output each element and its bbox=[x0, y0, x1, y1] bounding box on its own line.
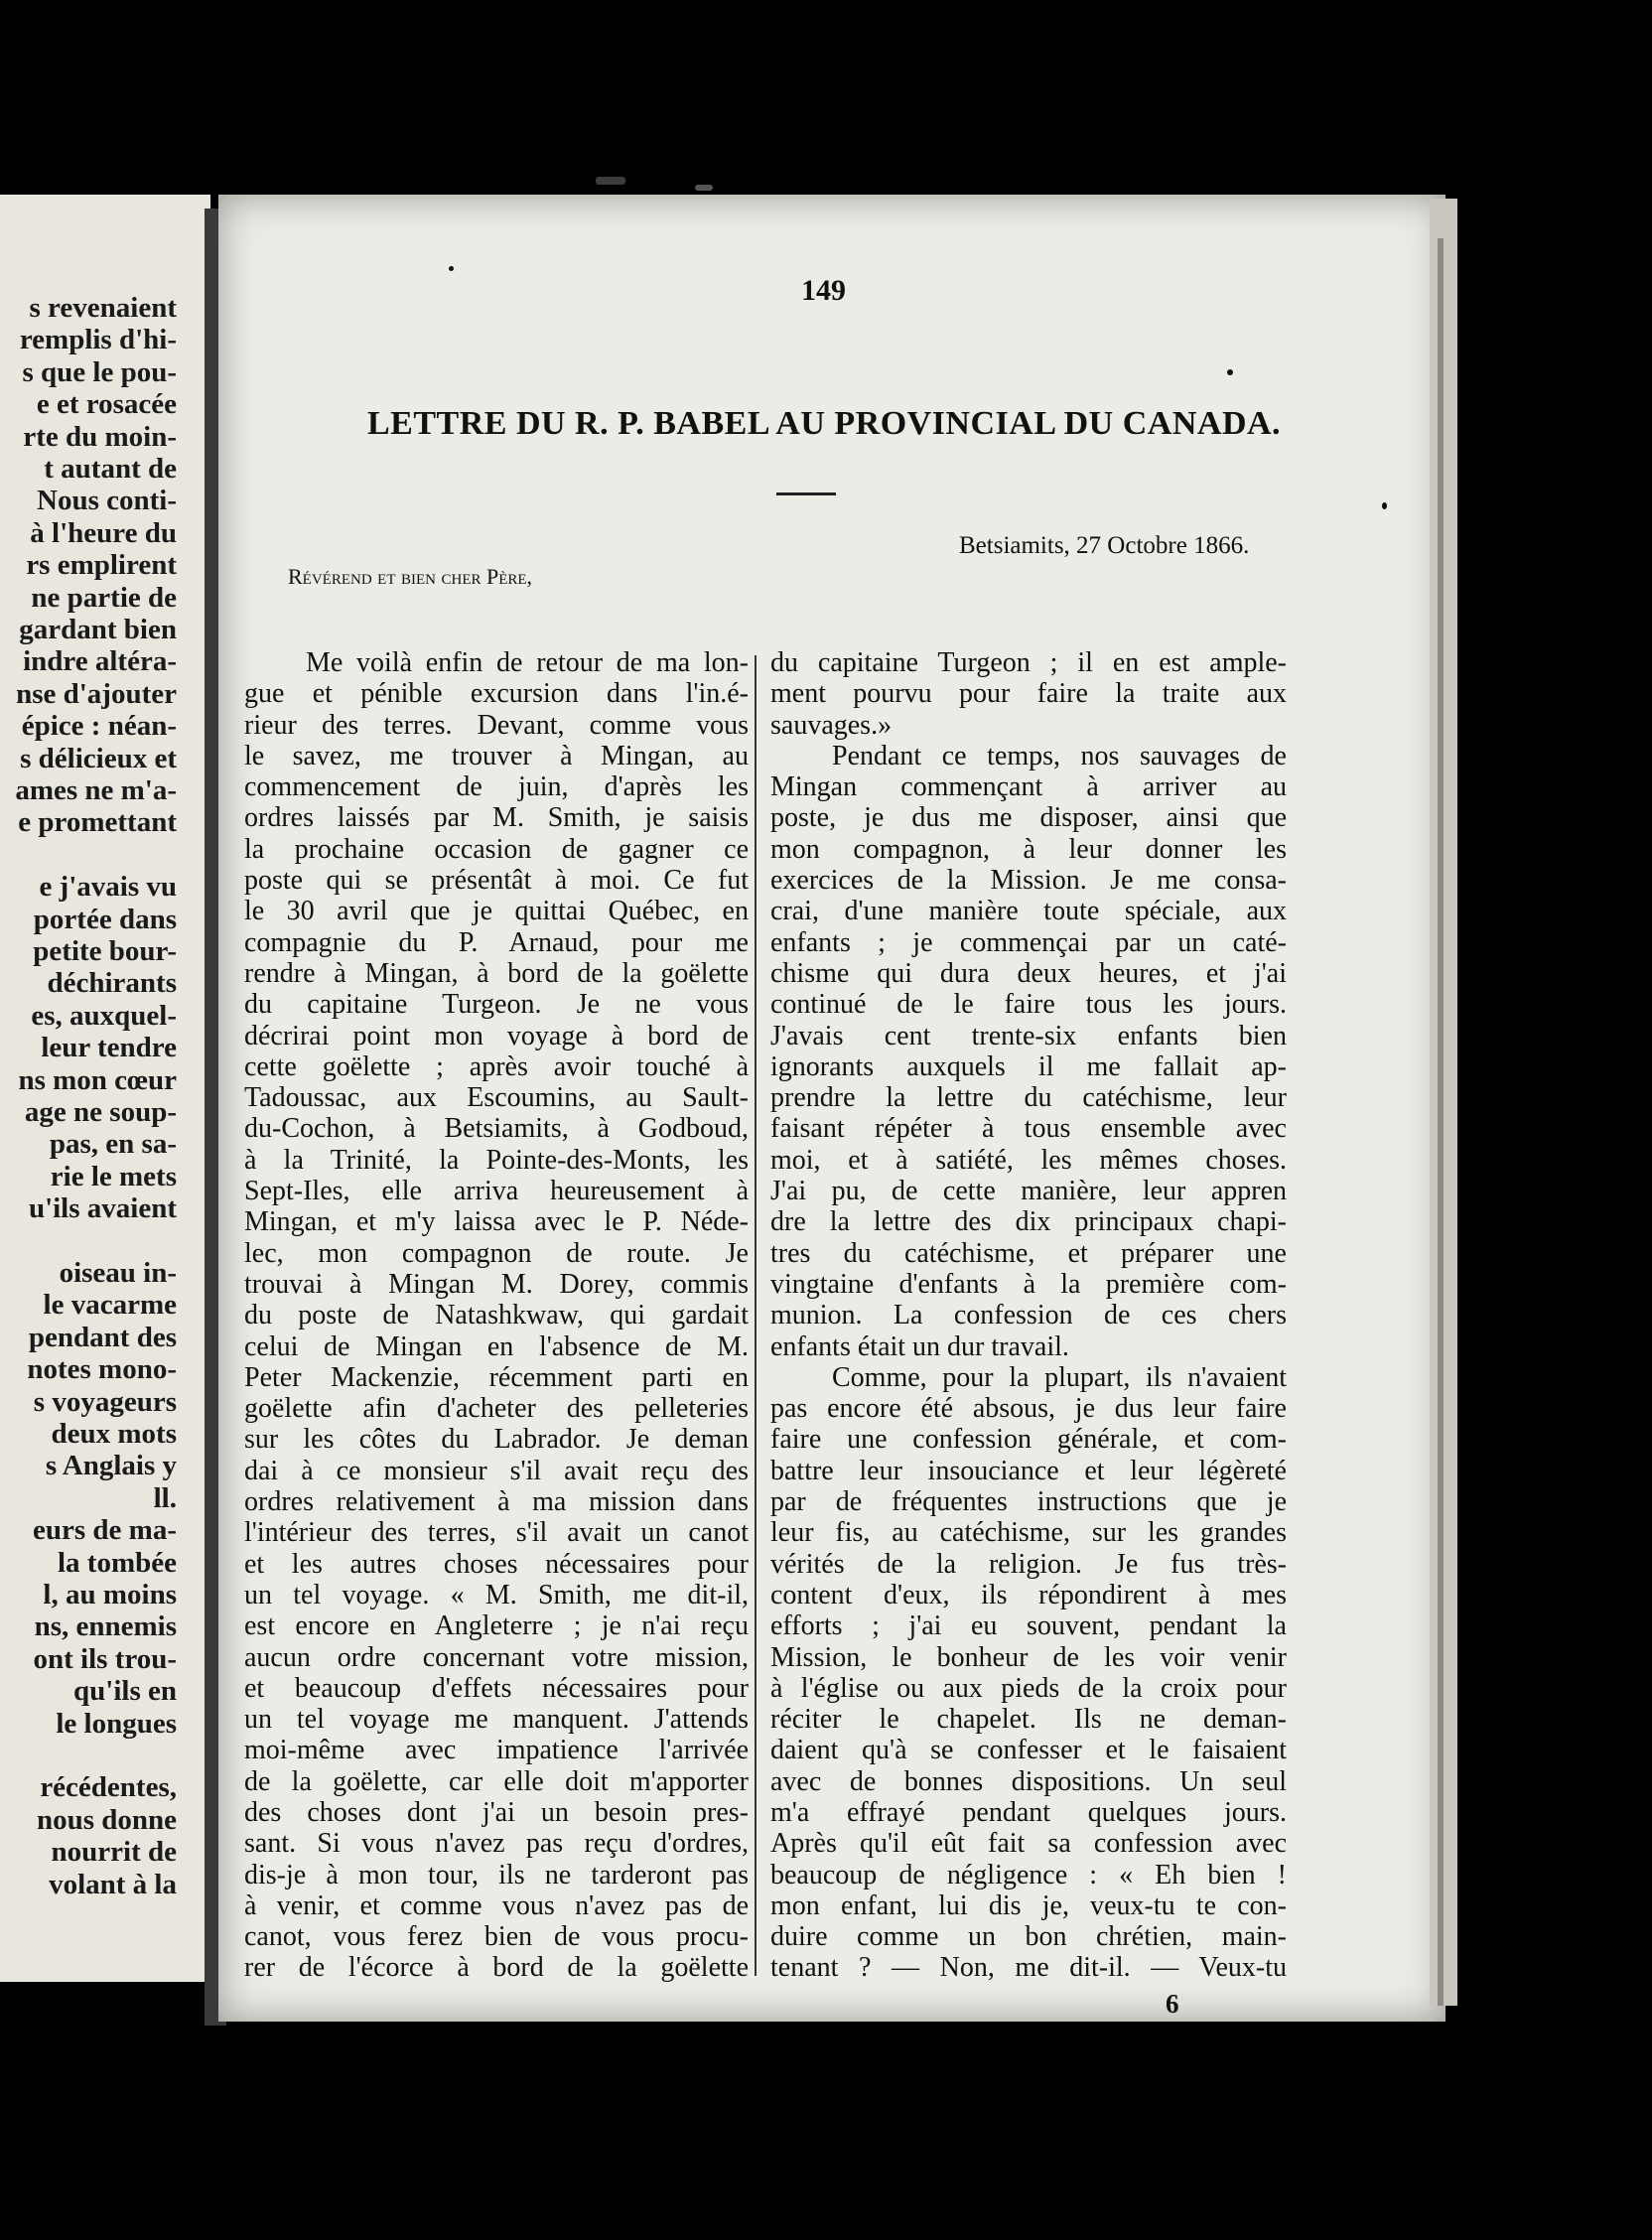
text-line: munion. La confession de ces chers bbox=[770, 1300, 1287, 1331]
print-speck bbox=[1227, 369, 1233, 375]
text-line: compagnie du P. Arnaud, pour me bbox=[244, 926, 749, 958]
text-line: leur fis, au catéchisme, sur les grandes bbox=[770, 1517, 1287, 1549]
text-line: réciter le chapelet. Ils ne deman- bbox=[770, 1704, 1287, 1736]
facing-page-line: le longues bbox=[56, 1707, 177, 1740]
text-line: commencement de juin, d'après les bbox=[244, 771, 749, 803]
text-column-left bbox=[244, 647, 749, 1984]
salutation: Révérend et bien cher Père, bbox=[288, 564, 533, 589]
text-line: enfants ; je commençai par un caté- bbox=[770, 926, 1287, 958]
facing-page-line: leur tendre bbox=[41, 1032, 177, 1064]
text-line: du capitaine Turgeon. Je ne vous bbox=[244, 989, 749, 1021]
facing-page-line: e et rosacée bbox=[36, 388, 177, 421]
text-line: prendre la lettre du catéchisme, leur bbox=[770, 1082, 1287, 1114]
text-line: dai à ce monsieur s'il avait reçu des bbox=[244, 1455, 749, 1486]
facing-page-line: gardant bien bbox=[19, 614, 177, 645]
text-line: aucun ordre concernant votre mission, bbox=[244, 1641, 749, 1673]
text-line: Mingan, et m'y laissa avec le P. Néde- bbox=[244, 1206, 749, 1238]
facing-page-line: Nous conti- bbox=[37, 485, 177, 517]
text-line: lec, mon compagnon de route. Je bbox=[244, 1237, 749, 1269]
text-line: Comme, pour la plupart, ils n'avaient bbox=[832, 1361, 1287, 1393]
facing-page-line: épice : néan- bbox=[21, 710, 177, 743]
facing-page-line: qu'ils en bbox=[73, 1675, 177, 1708]
facing-page-line: notes mono- bbox=[27, 1353, 177, 1386]
facing-page-line: oiseau in- bbox=[59, 1257, 177, 1289]
text-line: sur les côtes du Labrador. Je deman bbox=[244, 1424, 749, 1456]
facing-page-line: récédentes, bbox=[40, 1771, 177, 1804]
text-line: J'ai pu, de cette manière, leur appren bbox=[770, 1176, 1287, 1207]
text-line: cette goëlette ; après avoir touché à bbox=[244, 1050, 749, 1082]
text-line: dis-je à mon tour, ils ne tarderont pas bbox=[244, 1859, 749, 1890]
text-line: et les autres choses nécessaires pour bbox=[244, 1548, 749, 1580]
text-line: beaucoup de négligence : « Eh bien ! bbox=[770, 1859, 1287, 1890]
text-line: sauvages.» bbox=[770, 709, 893, 741]
text-line: poste, je dus me disposer, ainsi que bbox=[770, 802, 1287, 834]
text-line: faire une confession générale, et com- bbox=[770, 1424, 1287, 1456]
text-line: battre leur insouciance et leur légèreté bbox=[770, 1455, 1287, 1486]
text-line: à l'église ou aux pieds de la croix pour bbox=[770, 1672, 1287, 1704]
letter-title: LETTRE DU R. P. BABEL AU PROVINCIAL DU CANADA. bbox=[367, 405, 1282, 442]
text-line: gue et pénible excursion dans l'in.é- bbox=[244, 678, 749, 710]
facing-page-line: e promettant bbox=[18, 806, 177, 839]
text-line: continué de le faire tous les jours. bbox=[770, 989, 1287, 1021]
text-line: l'intérieur des terres, s'il avait un canot bbox=[244, 1517, 749, 1549]
facing-page-line: nous donne bbox=[36, 1803, 177, 1836]
facing-page-line: pas, en sa- bbox=[49, 1128, 177, 1161]
text-line: tenant ? — Non, me dit-il. — Veux-tu bbox=[770, 1952, 1287, 1984]
text-line: duire comme un bon chrétien, main- bbox=[770, 1921, 1287, 1953]
facing-page-line: ames ne m'a- bbox=[15, 774, 177, 806]
facing-page-line: t autant de bbox=[44, 453, 177, 485]
facing-page-line: rie le mets bbox=[50, 1160, 177, 1192]
facing-page-line: volant à la bbox=[49, 1868, 177, 1900]
text-line: dre la lettre des dix principaux chapi- bbox=[770, 1206, 1287, 1238]
text-line: rieur des terres. Devant, comme vous bbox=[244, 709, 749, 741]
text-line: est encore en Angleterre ; je n'ai reçu bbox=[244, 1610, 749, 1642]
text-line: crai, d'une manière toute spéciale, aux bbox=[770, 896, 1287, 927]
facing-page-line: ll. bbox=[153, 1481, 177, 1514]
text-line: ordres laissés par M. Smith, je saisis bbox=[244, 802, 749, 834]
text-line: poste qui se présentât à moi. Ce fut bbox=[244, 865, 749, 897]
facing-page-line: deux mots bbox=[51, 1418, 177, 1450]
facing-page-line: portée dans bbox=[33, 903, 177, 935]
print-speck bbox=[1382, 502, 1387, 509]
text-line: le savez, me trouver à Mingan, au bbox=[244, 740, 749, 771]
text-line: sant. Si vous n'avez pas reçu d'ordres, bbox=[244, 1828, 749, 1860]
facing-page-line: es, auxquel- bbox=[31, 999, 177, 1032]
text-line: efforts ; j'ai eu souvent, pendant la bbox=[770, 1610, 1287, 1642]
text-line: ment pourvu pour faire la traite aux bbox=[770, 678, 1287, 710]
facing-page-line: ns, ennemis bbox=[34, 1610, 177, 1643]
text-line: Tadoussac, aux Escoumins, au Sault- bbox=[244, 1082, 749, 1114]
text-line: Me voilà enfin de retour de ma lon- bbox=[306, 647, 749, 678]
text-column-right bbox=[770, 647, 1287, 1984]
facing-page-line: s voyageurs bbox=[33, 1385, 177, 1418]
text-line: Mission, le bonheur de les voir venir bbox=[770, 1641, 1287, 1673]
text-line: moi-même avec impatience l'arrivée bbox=[244, 1735, 749, 1766]
text-line: de la goëlette, car elle doit m'apporter bbox=[244, 1765, 749, 1797]
text-line: un tel voyage. « M. Smith, me dit-il, bbox=[244, 1579, 749, 1610]
facing-page-line: pendant des bbox=[28, 1321, 177, 1353]
text-line: canot, vous ferez bien de vous procu- bbox=[244, 1921, 749, 1953]
text-line: daient qu'à se confesser et le faisaient bbox=[770, 1735, 1287, 1766]
text-line: et beaucoup d'effets nécessaires pour bbox=[244, 1672, 749, 1704]
page-edge bbox=[1430, 199, 1457, 2006]
facing-page-line: ne partie de bbox=[31, 581, 177, 614]
facing-page-line: s revenaient bbox=[29, 292, 177, 324]
facing-page-line: u'ils avaient bbox=[28, 1192, 177, 1225]
facing-page-line: e j'avais vu bbox=[39, 871, 177, 904]
facing-page-line: petite bour- bbox=[33, 935, 177, 967]
page-edge-shadow bbox=[1438, 238, 1444, 2006]
text-line: Après qu'il eût fait sa confession avec bbox=[770, 1828, 1287, 1860]
text-line: du-Cochon, à Betsiamits, à Godboud, bbox=[244, 1113, 749, 1145]
text-line: vérités de la religion. Je fus très- bbox=[770, 1548, 1287, 1580]
text-line: enfants était un dur travail. bbox=[770, 1330, 1069, 1362]
text-line: chisme qui dura deux heures, et j'ai bbox=[770, 957, 1287, 989]
facing-page-line: s Anglais y bbox=[45, 1450, 177, 1482]
text-line: un tel voyage me manquent. J'attends bbox=[244, 1704, 749, 1736]
facing-page-fragment bbox=[0, 195, 210, 1982]
facing-page-line: eurs de ma- bbox=[33, 1514, 177, 1547]
facing-page-line: age ne soup- bbox=[24, 1096, 177, 1128]
dateline: Betsiamits, 27 Octobre 1866. bbox=[959, 532, 1250, 559]
text-line: goëlette afin d'acheter des pelleteries bbox=[244, 1393, 749, 1425]
text-line: Mingan commençant à arriver au bbox=[770, 771, 1287, 803]
text-line: par de fréquentes instructions que je bbox=[770, 1486, 1287, 1518]
text-line: content d'eux, ils répondirent à mes bbox=[770, 1579, 1287, 1610]
title-rule bbox=[776, 492, 836, 495]
text-line: exercices de la Mission. Je me consa- bbox=[770, 865, 1287, 897]
text-line: Sept-Iles, elle arriva heureusement à bbox=[244, 1176, 749, 1207]
text-line: mon compagnon, à leur donner les bbox=[770, 833, 1287, 865]
facing-page-line: ns mon cœur bbox=[18, 1063, 177, 1096]
facing-page-line: rs emplirent bbox=[26, 549, 177, 582]
page-number: 149 bbox=[801, 274, 846, 307]
print-speck bbox=[449, 266, 454, 271]
text-line: ordres relativement à ma mission dans bbox=[244, 1486, 749, 1518]
text-line: pas encore été absous, je dus leur faire bbox=[770, 1393, 1287, 1425]
text-line: ignorants auxquels il me fallait ap- bbox=[770, 1050, 1287, 1082]
facing-page-line: indre altéra- bbox=[23, 645, 177, 678]
text-line: tres du catéchisme, et préparer une bbox=[770, 1237, 1287, 1269]
text-line: celui de Mingan en l'absence de M. bbox=[244, 1330, 749, 1362]
text-line: avec de bonnes dispositions. Un seul bbox=[770, 1765, 1287, 1797]
text-line: Pendant ce temps, nos sauvages de bbox=[832, 740, 1287, 771]
facing-page-line: nse d'ajouter bbox=[16, 677, 177, 710]
facing-page-line: nourrit de bbox=[51, 1836, 177, 1869]
column-divider bbox=[755, 655, 757, 1976]
text-line: décrirai point mon voyage à bord de bbox=[244, 1020, 749, 1051]
facing-page-line: déchirants bbox=[47, 967, 177, 1000]
text-line: à la Trinité, la Pointe-des-Monts, les bbox=[244, 1144, 749, 1176]
text-line: rer de l'écorce à bord de la goëlette bbox=[244, 1952, 749, 1984]
text-line: faisant répéter à tous ensemble avec bbox=[770, 1113, 1287, 1145]
text-line: trouvai à Mingan M. Dorey, commis bbox=[244, 1268, 749, 1300]
text-line: des choses dont j'ai un besoin pres- bbox=[244, 1796, 749, 1828]
text-line: vingtaine d'enfants à la première com- bbox=[770, 1268, 1287, 1300]
facing-page-line: s que le pou- bbox=[22, 355, 177, 388]
facing-page-line: à l'heure du bbox=[30, 516, 177, 549]
print-speck bbox=[695, 185, 713, 191]
facing-page-line: le vacarme bbox=[43, 1289, 177, 1322]
text-line: mon enfant, lui dis je, veux-tu te con- bbox=[770, 1890, 1287, 1921]
text-line: m'a effrayé pendant quelques jours. bbox=[770, 1796, 1287, 1828]
facing-page-line: remplis d'hi- bbox=[19, 324, 177, 356]
text-line: rendre à Mingan, à bord de la goëlette bbox=[244, 957, 749, 989]
text-line: du capitaine Turgeon ; il en est ample- bbox=[770, 647, 1287, 678]
text-line: la prochaine occasion de gagner ce bbox=[244, 833, 749, 865]
signature-mark: 6 bbox=[1166, 1989, 1179, 2019]
facing-page-line: rte du moin- bbox=[23, 420, 177, 453]
facing-page-line: s délicieux et bbox=[20, 742, 177, 774]
facing-page-line: ont ils trou- bbox=[33, 1642, 177, 1675]
text-line: J'avais cent trente-six enfants bien bbox=[770, 1020, 1287, 1051]
text-line: Peter Mackenzie, récemment parti en bbox=[244, 1361, 749, 1393]
text-line: du poste de Natashkwaw, qui gardait bbox=[244, 1300, 749, 1331]
text-line: à venir, et comme vous n'avez pas de bbox=[244, 1890, 749, 1921]
text-line: moi, et à satiété, les mêmes choses. bbox=[770, 1144, 1287, 1176]
facing-page-line: la tombée bbox=[58, 1546, 177, 1579]
facing-page-line: l, au moins bbox=[43, 1579, 177, 1610]
text-line: le 30 avril que je quittai Québec, en bbox=[244, 896, 749, 927]
print-speck bbox=[596, 177, 625, 185]
